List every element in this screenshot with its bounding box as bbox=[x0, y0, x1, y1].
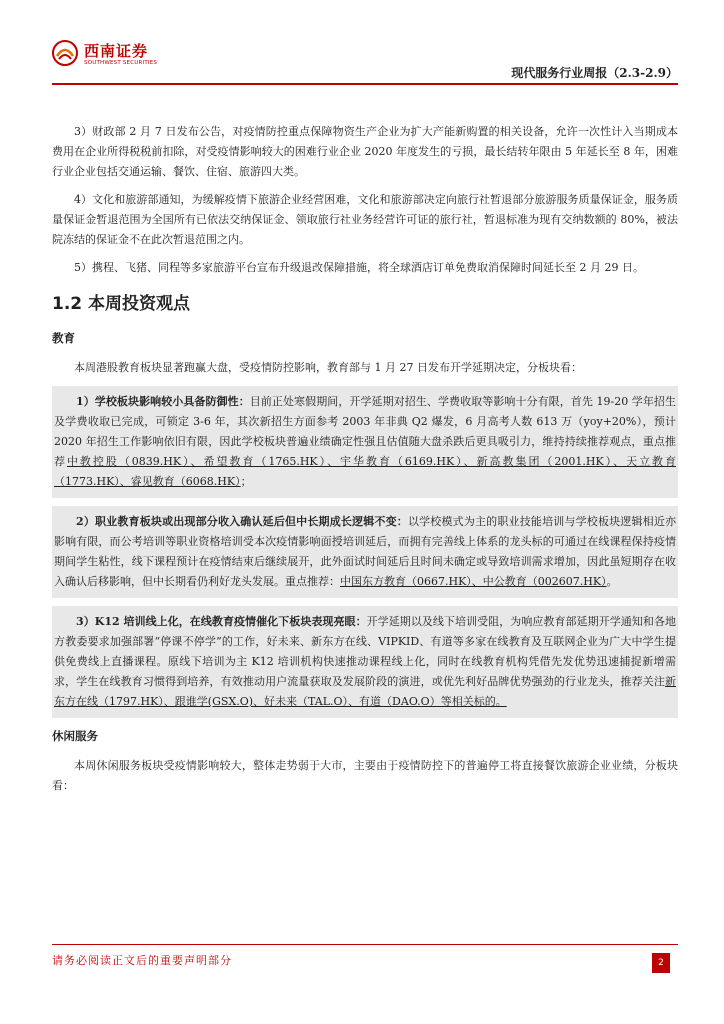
education-point-1 bbox=[52, 386, 678, 498]
education-intro: 本周港股教育板块显著跑赢大盘，受疫情防控影响，教育部与 1 月 27 日发布开学延期决定，分板块看： bbox=[74, 361, 582, 374]
paragraph-policy-4: 4）文化和旅游部通知，为缓解疫情下旅游企业经营困难，文化和旅游部决定向旅行社暂退部分旅游服务质量保证金，服务质量保证金暂退范围为全国所有已依法交纳保证金、领取旅行社业务经营许可证的旅行社，暂退标准为现有交纳数额的 80%，被法院冻结的保证金不在此次暂退范围之内。 bbox=[52, 193, 678, 246]
leisure-intro: 本周休闲服务板块受疫情影响较大，整体走势弱于大市，主要由于疫情防控下的普遍停工将直接餐饮旅游企业业绩，分板块看： bbox=[52, 759, 678, 792]
point-2-end: 。 bbox=[606, 575, 618, 588]
education-point-2 bbox=[52, 506, 678, 598]
paragraph-policy-5: 5）携程、飞猪、同程等多家旅游平台宣布升级退改保障措施，将全球酒店订单免费取消保障时间延长至 2 月 29 日。 bbox=[74, 261, 644, 274]
southwest-securities-logo-icon bbox=[52, 40, 78, 66]
page-number: 2 bbox=[652, 953, 670, 973]
education-point-3 bbox=[52, 606, 678, 718]
point-1-text: 目前正处寒假期间，开学延期对招生、学费收取等影响十分有限，首先 19-20 学年招生及学费收取已完成，可锁定 3-6 年，其次新招生方面参考 2003 年非典 Q2 爆发，6 月高考人数 613 万（yoy+20%），预计 2020 年招生工作影响依旧有限，因此学校板块普遍业绩确定性强且估值随大盘杀跌后更具吸引力，维持持续推荐观点，重点推荐 bbox=[54, 395, 677, 468]
point-1-heading: 1）学校板块影响较小具备防御性： bbox=[76, 395, 250, 408]
paragraph-policy-3: 3）财政部 2 月 7 日发布公告，对疫情防控重点保障物资生产企业为扩大产能新购置的相关设备，允许一次性计入当期成本费用在企业所得税税前扣除，对受疫情影响较大的困难行业企业 2020 年度发生的亏损，最长结转年限由 5 年延长至 8 年，困难行业企业包括交通运输、餐饮、住宿、旅游四大类。 bbox=[52, 125, 678, 178]
point-3-text: 开学延期以及线下培训受阻，为响应教育部延期开学通知和各地方教委要求加强部署“停课不停学”的工作，好未来、新东方在线、VIPKID、有道等多家在线教育及互联网企业为广大中学生提供免费线上直播课程。原线下培训为主 K12 培训机构快速推动课程线上化，同时在线教育机构凭借先发优势迅速捕捉新增需求，学生在线教育习惯得到培养，有效推动用户流量获取及发展阶段的演进，或优先利好品牌优势强劲的行业龙头，推荐关注 bbox=[54, 615, 676, 688]
logo-text-cn: 西南证券 bbox=[84, 42, 149, 60]
point-3-picks: 新东方在线（1797.HK）、跟谁学(GSX.O)、好未来（TAL.O）、有道（DAO.O）等相关标的。 bbox=[54, 675, 676, 708]
document-body bbox=[52, 122, 678, 804]
point-3-heading: 3）K12 培训线上化，在线教育疫情催化下板块表现亮眼： bbox=[76, 615, 367, 628]
point-2-picks: 中国东方教育（0667.HK）、中公教育（002607.HK） bbox=[340, 575, 607, 588]
logo-text-en: SOUTHWEST SECURITIES bbox=[84, 60, 158, 66]
subsection-title-education: 教育 bbox=[52, 331, 75, 345]
point-2-text: 以学校模式为主的职业技能培训与学校板块逻辑相近亦影响有限，而公考培训等职业资格培训受本次疫情影响面授培训延后，而拥有完善线上体系的龙头标的可通过在线课程保持疫情期间学生粘性，线下课程预计在疫情结束后继续展开，此外面试时间延后且时间未确定或导致培训需求增加，因此虽短期存在收入确认后移影响，但中长期看仍利好龙头发展。重点推荐： bbox=[54, 515, 677, 588]
header-divider bbox=[52, 83, 678, 85]
page-header bbox=[0, 0, 724, 90]
point-1-picks: 中教控股（0839.HK）、希望教育（1765.HK）、宇华教育（6169.HK）、新高教集团（2001.HK）、天立教育（1773.HK）、睿见教育（6068.HK） bbox=[54, 455, 677, 488]
footer-divider bbox=[52, 944, 678, 945]
point-2-heading: 2）职业教育板块或出现部分收入确认延后但中长期成长逻辑不变： bbox=[76, 515, 408, 528]
report-title: 现代服务行业周报（2.3-2.9） bbox=[511, 66, 678, 80]
subsection-title-leisure: 休闲服务 bbox=[52, 729, 98, 743]
section-title: 1.2 本周投资观点 bbox=[52, 294, 191, 314]
footer-disclaimer: 请务必阅读正文后的重要声明部分 bbox=[52, 954, 232, 967]
point-1-end: ； bbox=[240, 475, 252, 488]
